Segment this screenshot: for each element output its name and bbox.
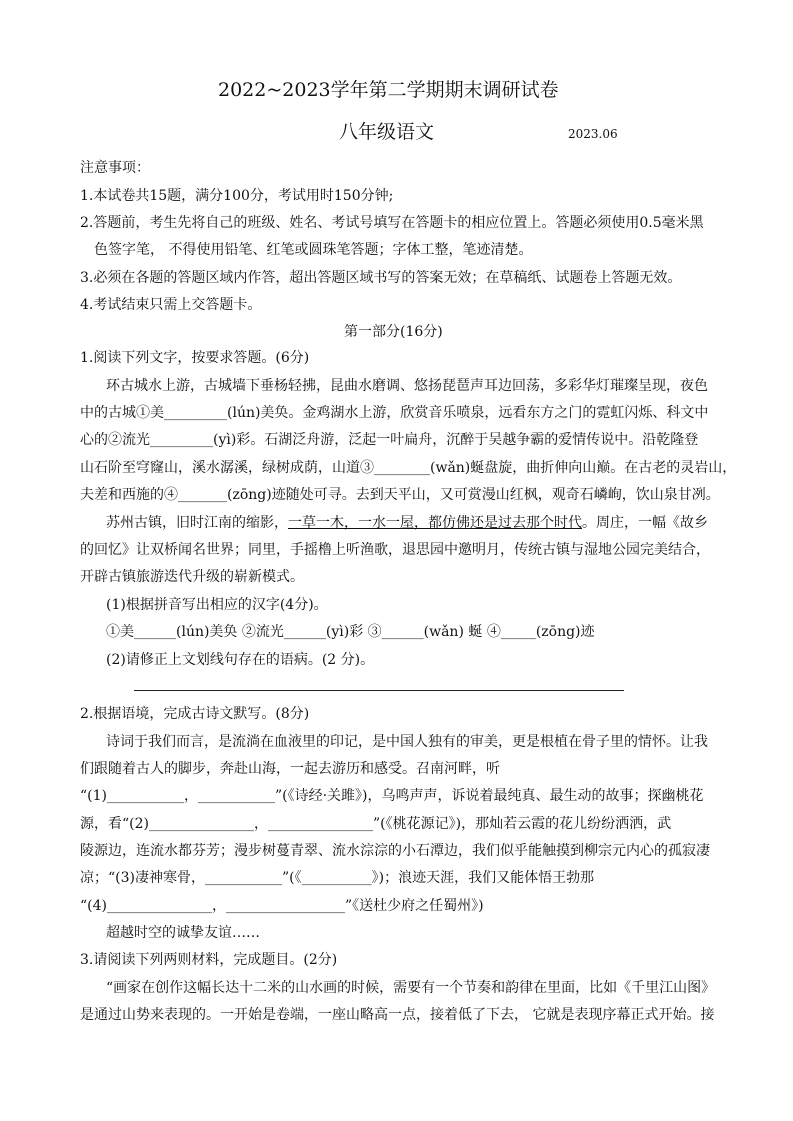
notice-item: 4.考试结束只需上交答题卡。 <box>80 297 262 313</box>
q1-sub1-answer: ①美______(lún)美奂 ②流光______(yì)彩 ③______(wǎn) 蜒 ④_____(zōng)迹 <box>106 624 595 640</box>
q1-passage-line: 山石阶至穹窿山，溪水潺溪，绿树成荫，山道③________(wǎn)蜒盘旋，曲折伸向山巅。在古老的灵岩山， <box>80 460 737 476</box>
q2-passage-line: 们跟随着古人的脚步，奔赴山海，一起去游历和感受。召南河畔，听 <box>80 761 500 777</box>
q2-passage-line: 诗词于我们而言，是流淌在血液里的印记，是中国人独有的审美，更是根植在骨子里的情怀。让我 <box>106 734 708 750</box>
q1-passage-line <box>106 513 708 533</box>
notice-item: 2.答题前，考生先将自己的班级、姓名、考试号填写在答题卡的相应位置上。答题必须使用0.5毫米黑 <box>80 215 704 231</box>
notice-item: 1.本试卷共15题，满分100分，考试用时150分钟; <box>80 188 394 204</box>
q3-passage-line: 是通过山势来表现的。一开始是卷端，一座山略高一点，接着低了下去， 它就是表现序幕正式开始。接 <box>80 1007 715 1023</box>
notice-item: 3.必须在各题的答题区域内作答，超出答题区域书写的答案无效；在草稿纸、试题卷上答题无效。 <box>80 270 682 286</box>
q3-passage-line: “画家在创作这幅长达十二米的山水画的时候，需要有一个节奏和韵律在里面，比如《千里江山图》 <box>106 980 716 996</box>
q1-sub2: (2)请修正上文划线句存在的语病。(2 分)。 <box>106 652 375 668</box>
q1-passage-line: 中的古城①美_________(lún)美奂。金鸡湖水上游，欣赏音乐喷泉，远看东方之门的霓虹闪烁、科文中 <box>80 405 709 421</box>
subject-title: 八年级语文 <box>339 121 435 143</box>
q3-stem: 3.请阅读下列两则材料，完成题目。(2分) <box>80 952 338 968</box>
q1-stem: 1.阅读下列文字，按要求答题。(6分) <box>80 350 310 366</box>
exam-title: 2022~2023学年第二学期期末调研试卷 <box>218 79 559 101</box>
answer-line <box>134 690 624 691</box>
q2-passage-line: 源，看“(2)_______________，_______________”(《桃花源记》)，那灿若云霞的花儿纷纷洒洒，武 <box>80 816 672 832</box>
passage-text: 。周庄，一幅《故乡 <box>582 515 708 531</box>
q2-passage-line: 陵源边，连流水都芬芳；漫步树蔓青翠、流水淙淙的小石潭边，我们似乎能触摸到柳宗元内心的孤寂凄 <box>80 843 710 859</box>
q1-passage-line: 环古城水上游，古城墙下垂杨轻拂，昆曲水磨调、悠扬琵琶声耳边回荡，多彩华灯璀璨呈现，夜色 <box>106 378 708 394</box>
exam-date: 2023.06 <box>568 127 618 141</box>
q1-passage-line: 心的②流光_________(yì)彩。石湖泛舟游，泛起一叶扁舟，沉醉于吴越争霸的爱情传说中。沿乾隆登 <box>80 432 699 448</box>
q2-passage-line: 超越时空的诚挚友谊…… <box>106 925 260 941</box>
q1-sub1: (1)根据拼音写出相应的汉字(4分)。 <box>106 597 328 613</box>
q2-stem: 2.根据语境，完成古诗文默写。(8分) <box>80 706 310 722</box>
part1-heading: 第一部分(16分) <box>344 324 443 340</box>
notice-heading: 注意事项： <box>80 160 150 176</box>
q1-passage-line: 开辟古镇旅游迭代升级的崭新模式。 <box>80 569 304 585</box>
q2-passage-line: 凉；“(3)凄神寒骨，___________”(《__________》)；浪迹天涯，我们又能体悟王勃那 <box>80 870 595 886</box>
q2-passage-line: “(1)___________，___________”(《诗经·关雎》)，乌鸣声声，诉说着最纯真、最生动的故事；探幽桃花 <box>80 788 704 804</box>
notice-item: 色签字笔， 不得使用铅笔、红笔或圆珠笔答题；字体工整，笔迹清楚。 <box>94 242 533 258</box>
underlined-sentence: 一草一木，一水一屋，都仿佛还是过去那个时代 <box>288 515 582 531</box>
q1-passage-line: 夫差和西施的④_______(zōng)迹随处可寻。去到天平山，又可赏漫山红枫，观奇石嶙峋，饮山泉甘冽。 <box>80 487 720 503</box>
q2-passage-line: “(4)_______________，_________________”《送杜少府之任蜀州》) <box>80 898 484 914</box>
passage-text: 苏州古镇，旧时江南的缩影， <box>106 515 288 531</box>
q1-passage-line: 的回忆》让双桥闻名世界；同里，手摇橹上听渔歌，退思园中邀明月，传统古镇与湿地公园完美结合， <box>80 542 710 558</box>
